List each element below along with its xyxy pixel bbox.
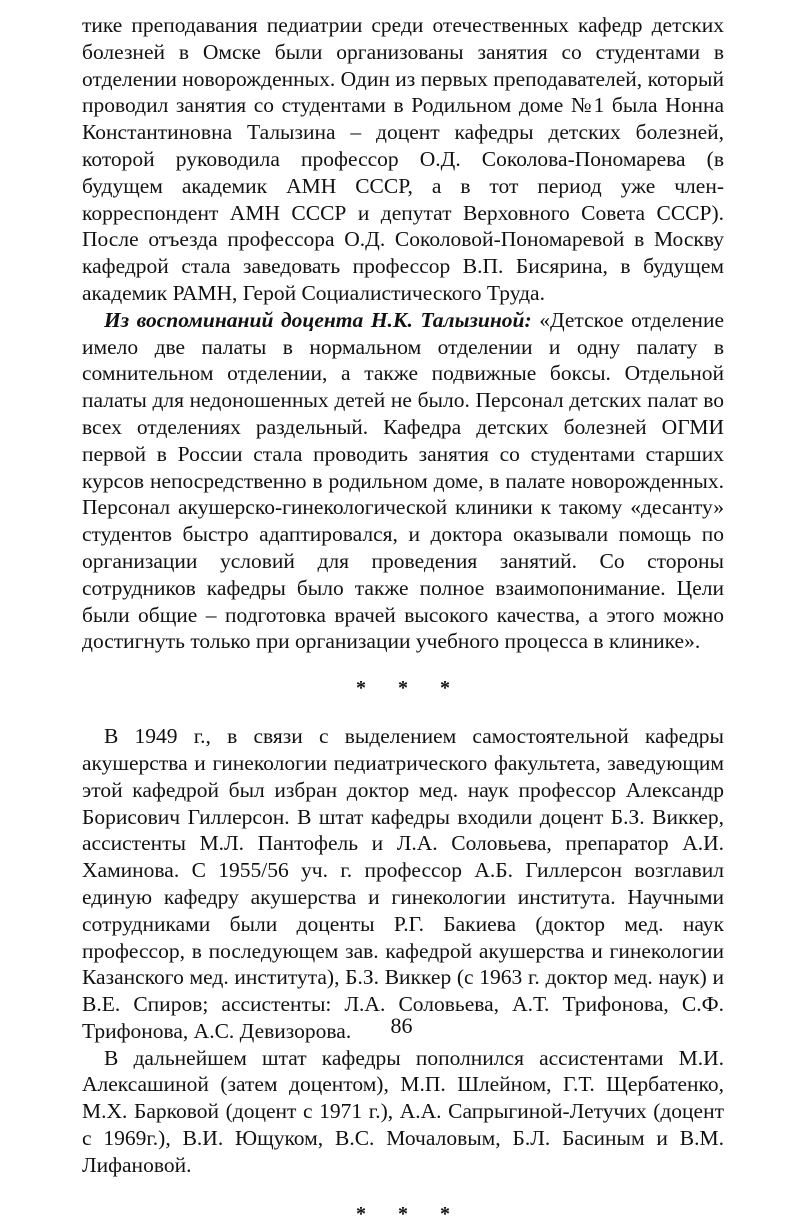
- paragraph-department-history: В 1949 г., в связи с выделением самостоятельной кафедры акушерства и гинекологии педиатрического факультета, заведующим этой кафедрой был избран доктор мед. наук профессор Александр Борисович Гиллерсон. В штат кафедры входили доцент Б.З. Виккер, ассистенты М.Л. Пантофель и Л.А. Соловьева, препаратор А.И. Хаминова. С 1955/56 уч. г. профессор А.Б. Гиллерсон возглавил единую кафедру акушерства и гинекологии института. Научными сотрудниками были доценты Р.Г. Бакиева (доктор мед. наук профессор, в последующем зав. кафедрой акушерства и гинекологии Казанского мед. института), Б.З. Виккер (с 1963 г. доктор мед. наук) и В.Е. Спиров; ассистенты: Л.А. Соловьева, А.Т. Трифонова, С.Ф. Трифонова, А.С. Девизорова.: [82, 724, 724, 1043]
- section-separator: [82, 1201, 724, 1227]
- section-separator: [82, 675, 724, 701]
- separator-star: *: [440, 1202, 450, 1225]
- paragraph-staff-additions: В дальнейшем штат кафедры пополнился ассистентами М.И. Алексашиной (затем доцентом), М.П. Шлейном, Г.Т. Щербатенко, М.Х. Барковой (доцент с 1971 г.), А.А. Сапрыгиной-Летучих (доцент с 1969г.), В.И. Ющуком, В.С. Мочаловым, Б.Л. Басиным и В.М. Лифановой.: [82, 1045, 724, 1177]
- page-number: 86: [390, 1013, 413, 1038]
- paragraph-continuation: тике преподавания педиатрии среди отечественных кафедр детских болезней в Омске были организованы занятия со студентами в отделении новорожденных. Один из первых преподавателей, который проводил занятия со студентами в Родильном доме №1 была Нонна Константиновна Талызина – доцент кафедры детских болезней, которой руководила профессор О.Д. Соколова-Пономарева (в будущем академик АМН СССР, а в тот период уже член-корреспондент АМН СССР и депутат Верховного Совета СССР). После отъезда профессора О.Д. Соколовой-Пономаревой в Москву кафедрой стала заведовать профессор В.П. Бисярина, в будущем академик РАМН, Герой Социалистического Труда.: [82, 13, 724, 305]
- memoir-quote: «Детское отделение имело две палаты в нормальном отделении и одну палату в сомнительном отделении, а также подвижные боксы. Отдельной палаты для недоношенных детей не было. Персонал детских палат во всех отделениях раздельный. Кафедра детских болезней ОГМИ первой в России стала проводить занятия со студентами старших курсов непосредственно в родильном доме, в палате новорожденных. Персонал акушерско-гинекологической клиники к такому «десанту» студентов быстро адаптировался, и доктора оказывали помощь по организации условий для проведения занятий. Со стороны сотрудников кафедры было также полное взаимопонимание. Цели были общие – подготовка врачей высокого качества, а этого можно достигнуть только при организации учебного процесса в клинике».: [82, 307, 724, 654]
- separator-star: *: [356, 1202, 366, 1225]
- separator-star: *: [356, 677, 366, 700]
- separator-star: *: [398, 1202, 408, 1225]
- book-page: [82, 12, 724, 1227]
- separator-star: *: [398, 677, 408, 700]
- separator-star: *: [440, 677, 450, 700]
- memoir-lead-in: Из воспоминаний доцента Н.К. Талызиной:: [104, 307, 532, 332]
- paragraph-memoir: [82, 307, 724, 655]
